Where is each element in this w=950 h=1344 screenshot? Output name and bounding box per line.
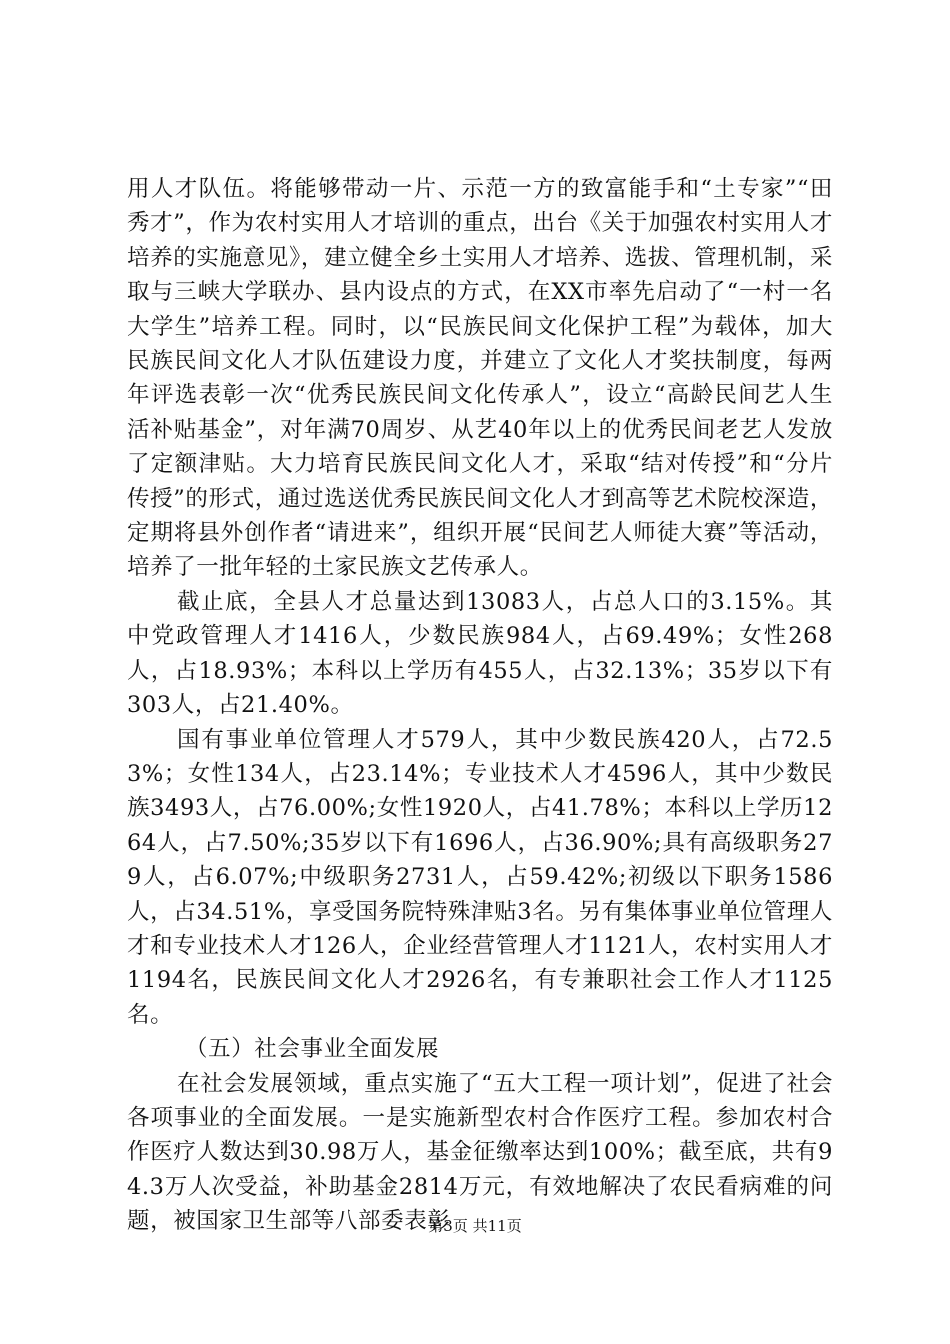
page-number-footer: 第3页 共11页 xyxy=(428,1217,522,1235)
document-body xyxy=(127,172,833,1239)
paragraph-public-institution-talent: 国有事业单位管理人才579人，其中少数民族420人，占72.53%；女性134人，占23.14%；专业技术人才4596人，其中少数民族3493人，占76.00%;女性1920人，占41.78%；本科以上学历1264人，占7.50%;35岁以下有1696人，占36.90%;具有高级职务279人，占6.07%;中级职务2731人，占59.42%;初级以下职务1586人，占34.51%，享受国务院特殊津贴3名。另有集体事业单位管理人才和专业技术人才126人，企业经营管理人才1121人，农村实用人才1194名，民族民间文化人才2926名，有专兼职社会工作人才1125名。 xyxy=(127,726,833,1028)
paragraph-talent-totals: 截止底，全县人才总量达到13083人，占总人口的3.15%。其中党政管理人才1416人，少数民族984人，占69.49%；女性268人，占18.93%；本科以上学历有455人，占32.13%；35岁以下有303人，占21.40%。 xyxy=(127,588,833,719)
paragraph-social-development: 在社会发展领域，重点实施了“五大工程一项计划”，促进了社会各项事业的全面发展。一是实施新型农村合作医疗工程。参加农村合作医疗人数达到30.98万人，基金征缴率达到100%；截至底，共有94.3万人次受益，补助基金2814万元，有效地解决了农民看病难的问题，被国家卫生部等八部委表彰 xyxy=(127,1070,833,1235)
paragraph-talent-team: 用人才队伍。将能够带动一片、示范一方的致富能手和“土专家”“田秀才”，作为农村实用人才培训的重点，出台《关于加强农村实用人才培养的实施意见》，建立健全乡土实用人才培养、选拔、管理机制，采取与三峡大学联办、县内设点的方式，在XX市率先启动了“一村一名大学生”培养工程。同时，以“民族民间文化保护工程”为载体，加大民族民间文化人才队伍建设力度，并建立了文化人才奖扶制度，每两年评选表彰一次“优秀民族民间文化传承人”，设立“高龄民间艺人生活补贴基金”，对年满70周岁、从艺40年以上的优秀民间老艺人发放了定额津贴。大力培育民族民间文化人才，采取“结对传授”和“分片传授”的形式，通过选送优秀民族民间文化人才到高等艺术院校深造，定期将县外创作者“请进来”，组织开展“民间艺人师徒大赛”等活动，培养了一批年轻的土家民族文艺传承人。 xyxy=(127,176,833,581)
section-heading-social-development: （五）社会事业全面发展 xyxy=(185,1036,440,1063)
